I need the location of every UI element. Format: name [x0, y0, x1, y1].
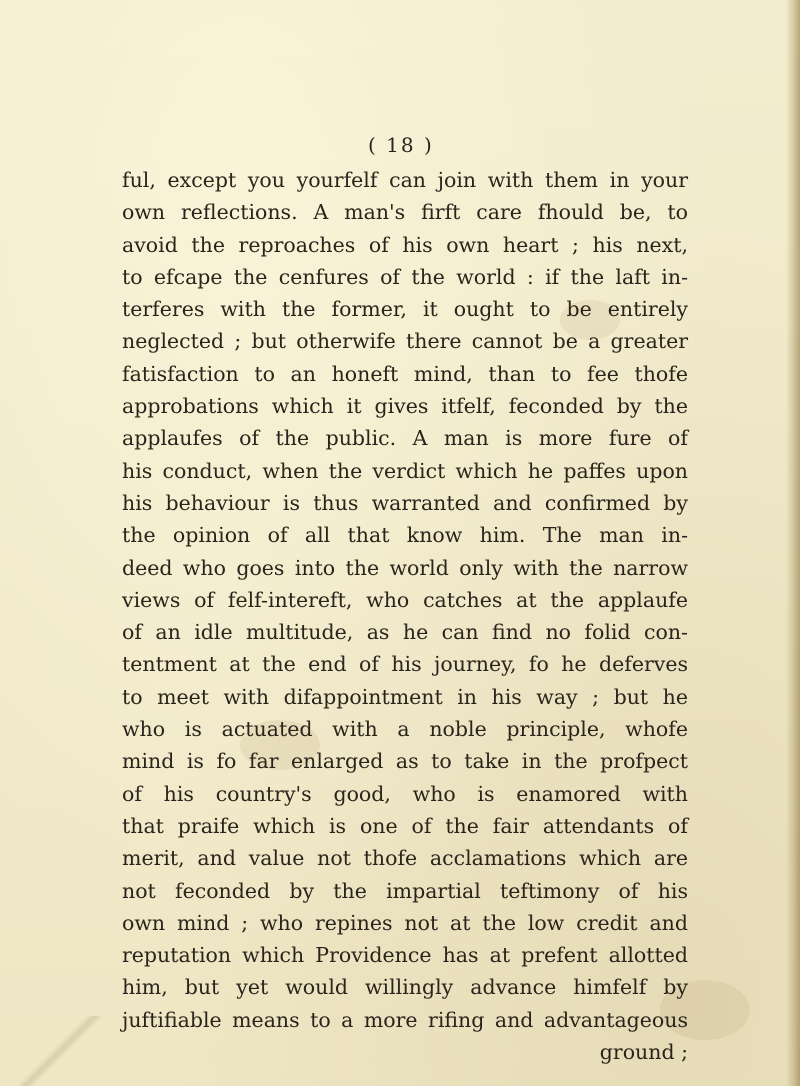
text-line: mind is fo far enlarged as to take in the profpect: [122, 749, 688, 774]
text-line: not feconded by the impartial teftimony of his: [122, 878, 688, 903]
text-line: of his country's good, who is enamored with: [122, 781, 688, 806]
text-line: neglected ; but otherwife there cannot be a greater: [122, 329, 688, 354]
text-line: who is actuated with a noble principle, whofe: [122, 717, 688, 742]
text-line: own reflections. A man's firft care fhould be, to: [122, 200, 688, 225]
text-line: own mind ; who repines not at the low credit and: [122, 910, 688, 935]
text-line: juftifiable means to a more rifing and advantageous: [122, 1007, 688, 1032]
text-line: to efcape the cenfures of the world : if the laft in-: [122, 264, 688, 289]
text-line: fatisfaction to an honeft mind, than to fee thofe: [122, 361, 688, 386]
text-line: approbations which it gives itfelf, feconded by the: [122, 394, 688, 419]
text-line: his behaviour is thus warranted and confirmed by: [122, 490, 688, 515]
text-line: tentment at the end of his journey, fo he deferves: [122, 652, 688, 677]
page-crease: [0, 1016, 120, 1086]
text-line: views of felf-intereft, who catches at the applaufe: [122, 587, 688, 612]
text-line: applaufes of the public. A man is more fure of: [122, 426, 688, 451]
text-line: avoid the reproaches of his own heart ; his next,: [122, 232, 688, 257]
text-line: him, but yet would willingly advance himfelf by: [122, 975, 688, 1000]
text-line: deed who goes into the world only with the narrow: [122, 555, 688, 580]
text-line: terferes with the former, it ought to be entirely: [122, 297, 688, 322]
body-text: [122, 164, 688, 1068]
page-number: ( 18 ): [368, 133, 434, 157]
text-line: of an idle multitude, as he can find no folid con-: [122, 620, 688, 645]
page-edge-shadow: [786, 0, 800, 1086]
text-line: the opinion of all that know him. The man in-: [122, 523, 688, 548]
text-line: merit, and value not thofe acclamations which are: [122, 846, 688, 871]
text-line: that praife which is one of the fair attendants of: [122, 813, 688, 838]
text-line: ful, except you yourfelf can join with them in your: [122, 168, 688, 192]
text-line: his conduct, when the verdict which he paffes upon: [122, 458, 688, 483]
text-line: reputation which Providence has at prefent allotted: [122, 943, 688, 968]
text-line: to meet with difappointment in his way ; but he: [122, 684, 688, 709]
catchword: ground ;: [599, 1040, 688, 1065]
